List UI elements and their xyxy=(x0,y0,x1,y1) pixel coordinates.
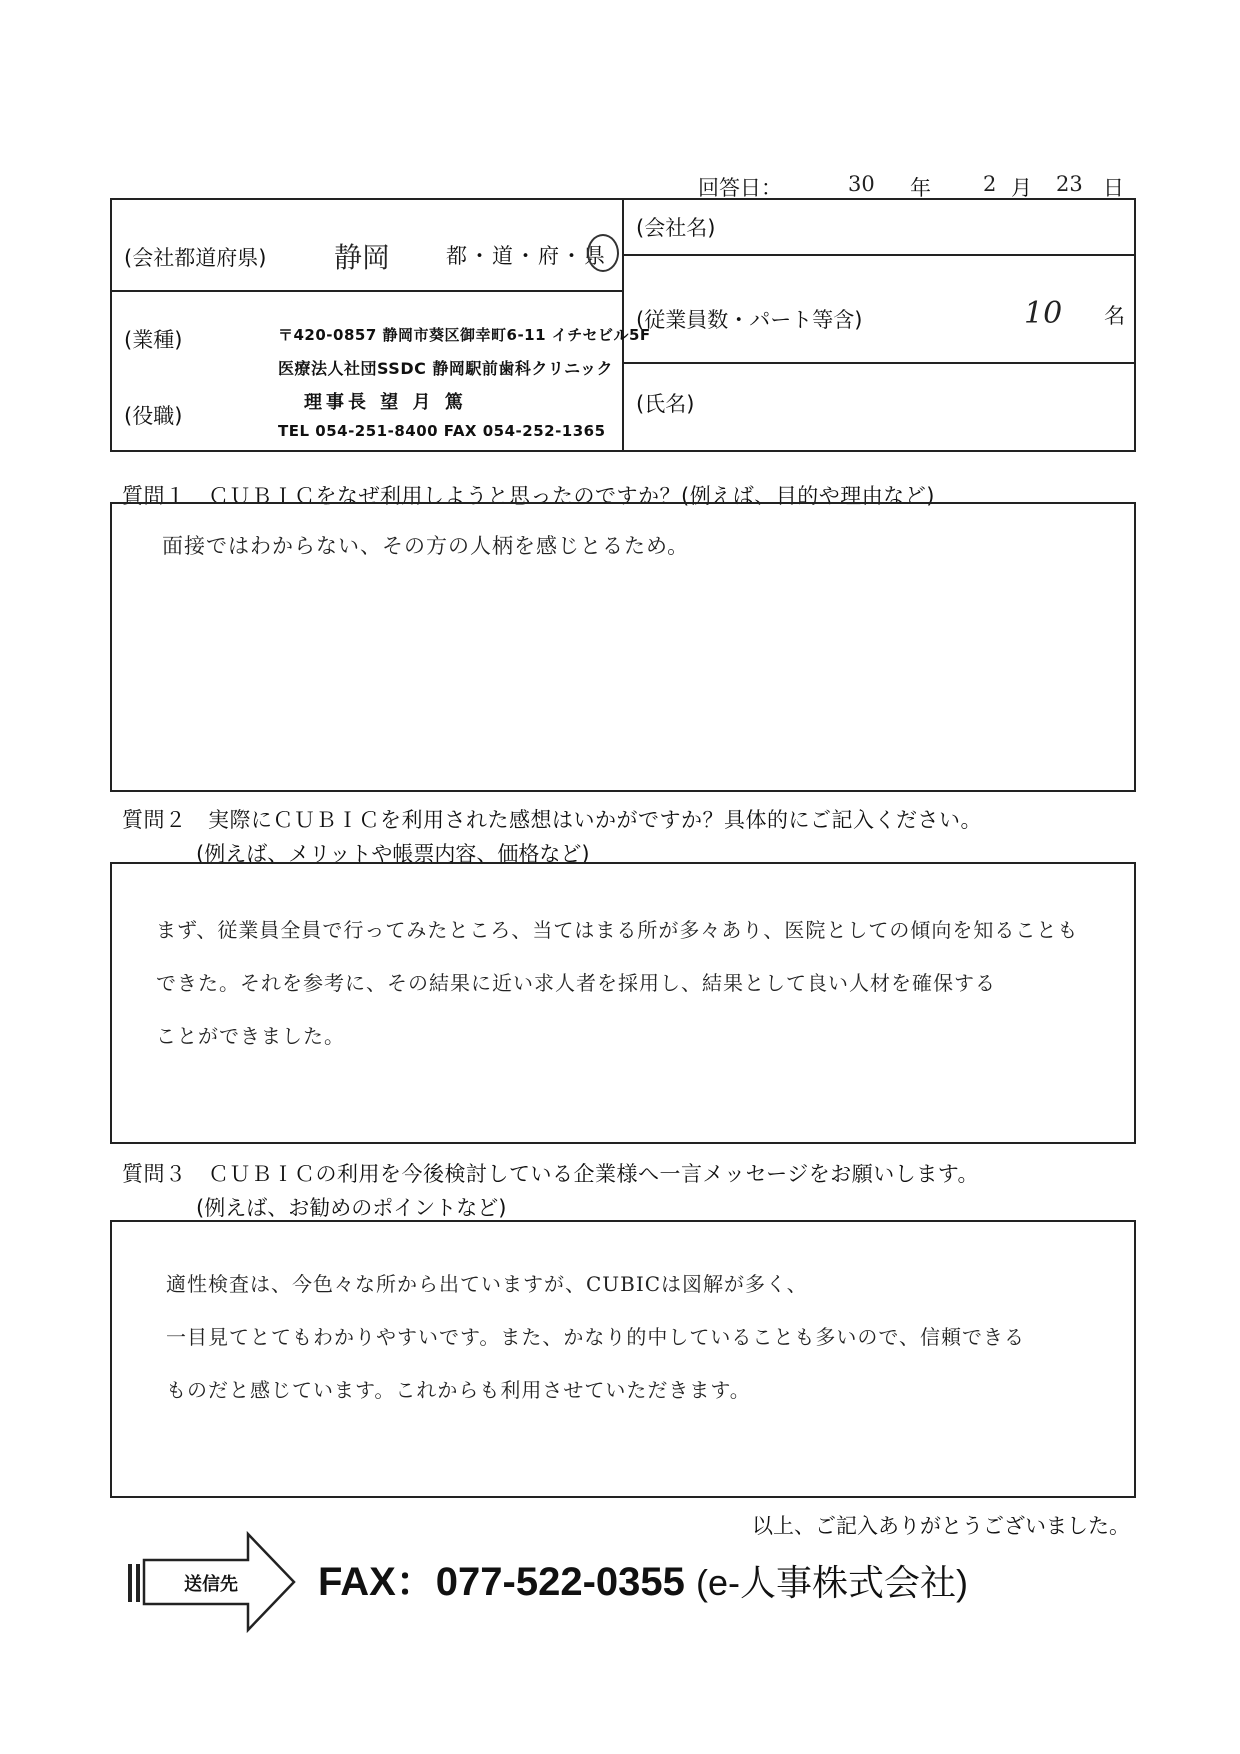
stamp-address: 〒420-0857 静岡市葵区御幸町6-11 イチセビル5F xyxy=(278,326,651,344)
answer-date-day: 23 xyxy=(1056,172,1083,196)
employees-label: (従業員数・パート等含) xyxy=(636,308,863,332)
prefecture-value: 静岡 xyxy=(334,241,391,274)
company-info-table xyxy=(110,198,1136,452)
position-label: (役職) xyxy=(124,404,183,428)
question-2-answer-box xyxy=(110,862,1136,1144)
company-name-label: (会社名) xyxy=(636,216,716,240)
fax-destination xyxy=(318,1550,968,1607)
answer-date-month: 2 xyxy=(983,172,997,196)
industry-label: (業種) xyxy=(124,328,183,352)
question-3-answer: 適性検査は、今色々な所から出ていますが、CUBICは図解が多く、 一目見てとてもわかりやすいです。また、かなり的中していることも多いので、信頼できる ものだと感じています。これからも利用させていただきます。 xyxy=(166,1272,1025,1402)
fax-company: (e-人事株式会社) xyxy=(696,1562,969,1603)
answer-date-label: 回答日： xyxy=(698,176,782,200)
stamp-org: 医療法人社団SSDC 静岡駅前歯科クリニック xyxy=(278,359,613,378)
question-1-title: 質問１ ＣＵＢＩＣをなぜ利用しようと思ったのですか？(例えば、目的や理由など) xyxy=(122,484,935,508)
question-2-title: 質問２ 実際にＣＵＢＩＣを利用された感想はいかがですか？具体的にご記入ください。 xyxy=(122,808,982,832)
question-1-answer: 面接ではわからない、その方の人柄を感じとるため。 xyxy=(162,534,690,558)
thanks-message: 以上、ご記入ありがとうございました。 xyxy=(752,1514,1130,1538)
answer-date-day-unit: 日 xyxy=(1103,176,1124,200)
question-3-subtitle: (例えば、お勧めのポイントなど) xyxy=(196,1196,507,1220)
question-1-answer-box xyxy=(110,502,1136,792)
answer-date-year: 30 xyxy=(848,172,875,196)
prefecture-label: (会社都道府県) xyxy=(124,246,267,270)
table-row-divider xyxy=(622,362,1134,364)
table-row-divider xyxy=(112,290,622,292)
employees-unit: 名 xyxy=(1104,304,1125,328)
prefecture-circle-mark xyxy=(587,234,619,272)
prefecture-suffix: 都・道・府・県 xyxy=(446,244,607,268)
stamp-tel-fax: TEL 054-251-8400 FAX 054-252-1365 xyxy=(278,422,606,440)
question-2-subtitle: (例えば、メリットや帳票内容、価格など) xyxy=(196,842,590,866)
name-label: (氏名) xyxy=(636,392,695,416)
answer-date-month-unit: 月 xyxy=(1011,176,1032,200)
question-3-title: 質問３ ＣＵＢＩＣの利用を今後検討している企業様へ一言メッセージをお願いします。 xyxy=(122,1162,980,1186)
send-label: 送信先 xyxy=(184,1574,238,1595)
employees-value: 10 xyxy=(1024,296,1063,331)
stamp-role-name: 理事長 望 月 篤 xyxy=(304,392,467,413)
answer-date-year-unit: 年 xyxy=(910,176,931,200)
table-row-divider xyxy=(622,254,1134,256)
question-2-answer: まず、従業員全員で行ってみたところ、当てはまる所が多々あり、医院としての傾向を知ることも できた。それを参考に、その結果に近い求人者を採用し、結果として良い人材を確保する ことができました。 xyxy=(156,918,1079,1048)
fax-number: FAX：077-522-0355 xyxy=(318,1560,685,1604)
question-3-answer-box xyxy=(110,1220,1136,1498)
